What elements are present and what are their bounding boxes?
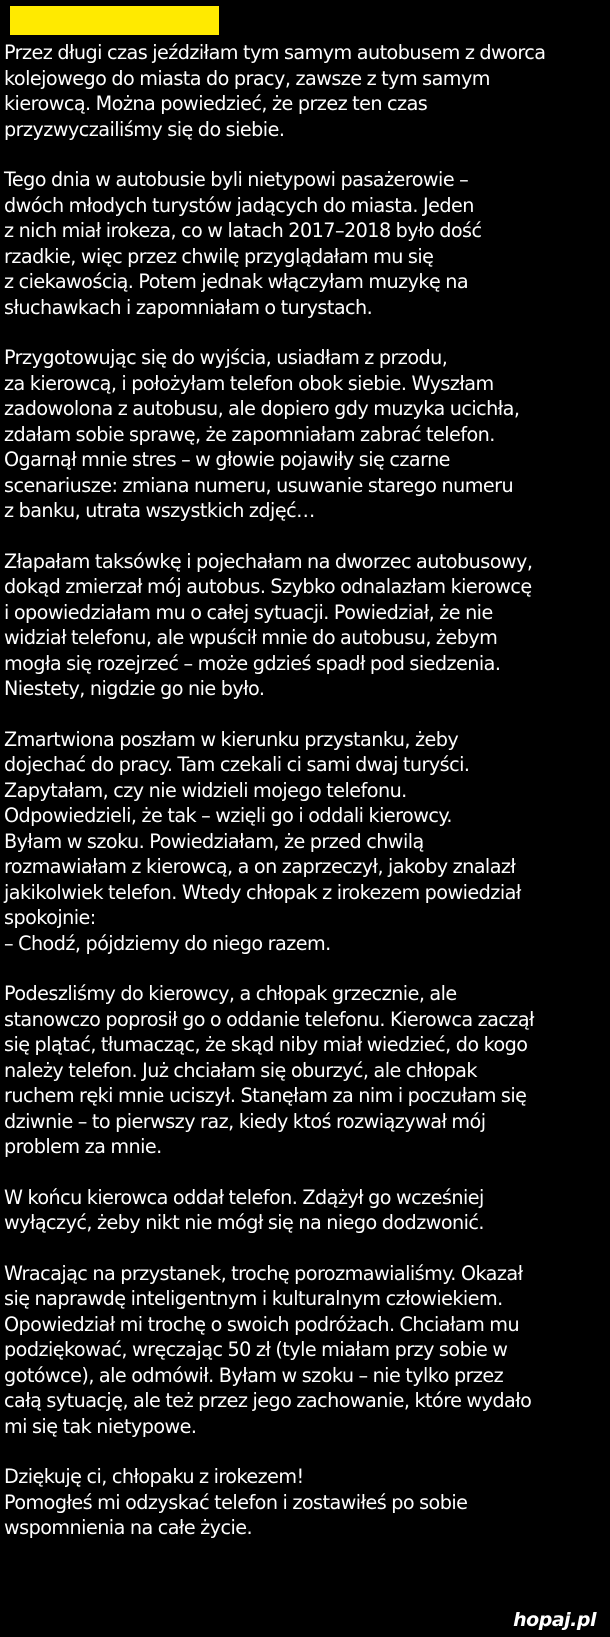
story-line: Byłam w szoku. Powiedziałam, że przed chwilą <box>4 829 424 853</box>
story-line: i opowiedziałam mu o całej sytuacji. Powiedział, że nie <box>4 600 493 624</box>
story-line: Odpowiedzieli, że tak – wzięli go i oddali kierowcy. <box>4 804 452 827</box>
story-line: Niestety, nigdzie go nie było. <box>4 677 265 700</box>
story-line: z ciekawością. Potem jednak włączyłam muzykę na <box>4 270 469 293</box>
story-paragraph-4 <box>4 549 608 702</box>
site-watermark-logo: hopaj.pl <box>513 1609 596 1631</box>
story-line: należy telefon. Już chciałam się oburzyć, ale chłopak <box>4 1058 477 1082</box>
story-line: Zapytałam, czy nie widzieli mojego telefonu. <box>4 778 407 802</box>
story-line: Pomogłeś mi odzyskać telefon i zostawiłeś po sobie <box>4 1490 468 1514</box>
story-paragraph-5 <box>4 727 608 957</box>
story-paragraph-6 <box>4 981 608 1160</box>
story-text <box>4 40 608 1566</box>
story-line: Przez długi czas jeździłam tym samym autobusem z dworca <box>4 41 546 64</box>
story-line: zdałam sobie sprawę, że zapomniałam zabrać telefon. <box>4 422 495 446</box>
story-line: z nich miał irokeza, co w latach 2017–2018 było dość <box>4 219 482 242</box>
story-line: – Chodź, pójdziemy do niego razem. <box>4 931 331 955</box>
story-line: za kierowcą, i położyłam telefon obok siebie. Wyszłam <box>4 371 494 395</box>
story-line: mogła się rozejrzeć – może gdzieś spadł pod siedzenia. <box>4 651 501 675</box>
story-line: dojechać do pracy. Tam czekali ci sami dwaj turyści. <box>4 753 470 776</box>
story-line: rozmawiałam z kierowcą, a on zaprzeczył, jakoby znalazł <box>4 855 516 878</box>
story-line: stanowczo poprosił go o oddanie telefonu. Kierowca zaczął <box>4 1007 534 1031</box>
story-line: Opowiedział mi trochę o swoich podróżach. Chciałam mu <box>4 1312 520 1336</box>
story-paragraph-8 <box>4 1261 608 1440</box>
story-line: Zmartwiona poszłam w kierunku przystanku, żeby <box>4 727 459 751</box>
story-line: Tego dnia w autobusie byli nietypowi pasażerowie – <box>4 168 469 191</box>
story-paragraph-9 <box>4 1464 608 1541</box>
story-line: się naprawdę inteligentnym i kulturalnym człowiekiem. <box>4 1287 503 1310</box>
story-line: z banku, utrata wszystkich zdjęć… <box>4 499 315 522</box>
story-line: zadowolona z autobusu, ale dopiero gdy muzyka ucichła, <box>4 397 520 420</box>
story-line: dwóch młodych turystów jadących do miasta. Jeden <box>4 193 474 217</box>
story-line: dokąd zmierzał mój autobus. Szybko odnalazłam kierowcę <box>4 575 532 598</box>
story-line: wyłączyć, żeby nikt nie mógł się na niego dodzwonić. <box>4 1211 484 1234</box>
story-line: gotówce), ale odmówił. Byłam w szoku – nie tylko przez <box>4 1363 504 1387</box>
story-line: Złapałam taksówkę i pojechałam na dworzec autobusowy, <box>4 549 533 573</box>
story-line: rzadkie, więc przez chwilę przyglądałam mu się <box>4 244 434 268</box>
story-line: W końcu kierowca oddał telefon. Zdążył go wcześniej <box>4 1185 484 1209</box>
story-line: Przygotowując się do wyjścia, usiadłam z przodu, <box>4 346 448 369</box>
story-line: dziwnie – to pierwszy raz, kiedy ktoś rozwiązywał mój <box>4 1109 486 1133</box>
story-line: kolejowego do miasta do pracy, zawsze z tym samym <box>4 66 490 90</box>
story-line: Wracając na przystanek, trochę porozmawialiśmy. Okazał <box>4 1261 523 1285</box>
story-line: całą sytuację, ale też przez jego zachowanie, które wydało <box>4 1389 532 1412</box>
story-paragraph-1 <box>4 40 608 142</box>
story-line: Ogarnął mnie stres – w głowie pojawiły się czarne <box>4 448 450 471</box>
story-line: przyzwyczailiśmy się do siebie. <box>4 117 285 141</box>
header-highlight-bar <box>10 6 219 35</box>
story-paragraph-3 <box>4 345 608 524</box>
story-paragraph-7 <box>4 1185 608 1236</box>
story-line: ruchem ręki mnie uciszył. Stanęłam za nim i poczułam się <box>4 1084 527 1107</box>
story-line: podziękować, wręczając 50 zł (tyle miałam przy sobie w <box>4 1338 508 1361</box>
story-line: słuchawkach i zapomniałam o turystach. <box>4 295 373 319</box>
story-line: widział telefonu, ale wpuścił mnie do autobusu, żebym <box>4 626 498 649</box>
story-paragraph-2 <box>4 167 608 320</box>
story-line: spokojnie: <box>4 906 96 929</box>
story-line: scenariusze: zmiana numeru, usuwanie starego numeru <box>4 473 514 497</box>
story-line: jakikolwiek telefon. Wtedy chłopak z irokezem powiedział <box>4 880 521 904</box>
story-line: Podeszliśmy do kierowcy, a chłopak grzecznie, ale <box>4 982 457 1005</box>
story-line: się plątać, tłumacząc, że skąd niby miał wiedzieć, do kogo <box>4 1033 528 1056</box>
story-line: mi się tak nietypowe. <box>4 1414 197 1438</box>
story-line: problem za mnie. <box>4 1135 162 1158</box>
story-line: Dziękuję ci, chłopaku z irokezem! <box>4 1465 304 1488</box>
story-line: kierowcą. Można powiedzieć, że przez ten czas <box>4 92 428 115</box>
story-line: wspomnienia na całe życie. <box>4 1516 253 1539</box>
